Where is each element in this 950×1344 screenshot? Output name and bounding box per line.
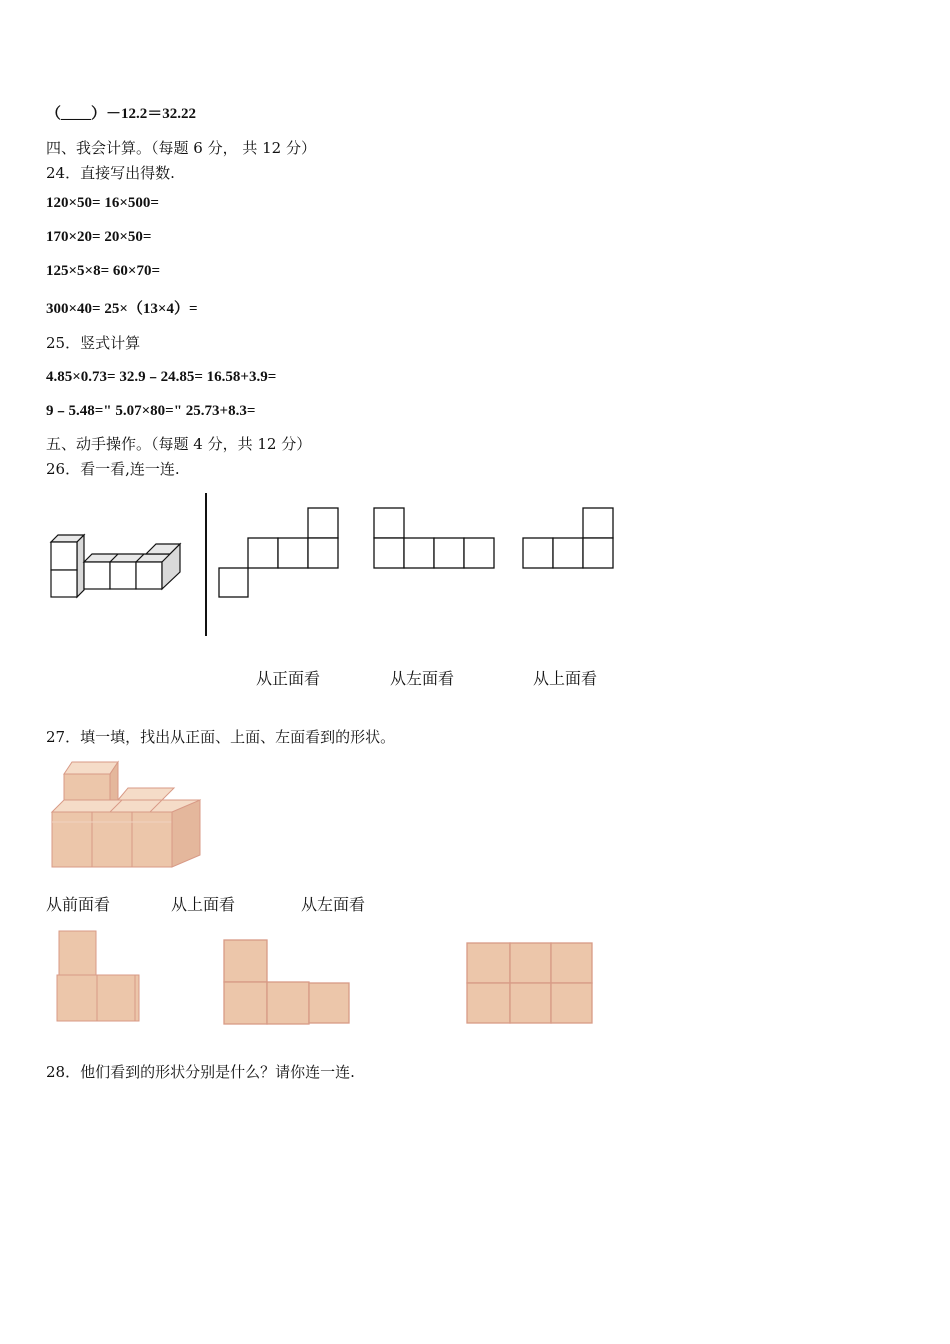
q27-shape-b — [222, 938, 352, 1026]
section-5-heading: 五、动手操作。（每题 4 分，共 12 分） — [46, 435, 312, 453]
q27-label-top: 从上面看 — [171, 895, 236, 914]
calc-row-1: 120×50= 16×500= — [46, 195, 159, 211]
q26-view-c — [521, 507, 615, 571]
question-25: 25．竖式计算 — [46, 334, 141, 352]
calc-row-3: 125×5×8= 60×70= — [46, 263, 160, 279]
q27-label-left: 从左面看 — [301, 895, 366, 914]
q26-solid-figure — [46, 532, 186, 602]
calc-row-2: 170×20= 20×50= — [46, 229, 152, 245]
q26-label-left: 从左面看 — [390, 669, 455, 688]
equation-blank: （____）－12.2＝32.22 — [46, 106, 197, 122]
q26-label-front: 从正面看 — [256, 669, 321, 688]
q26-divider — [205, 493, 207, 636]
q26-view-a — [218, 507, 342, 599]
calc-row-5: 4.85×0.73= 32.9﹣24.85= 16.58+3.9= — [46, 369, 277, 385]
question-26: 26．看一看,连一连. — [46, 460, 180, 478]
question-28: 28．他们看到的形状分别是什么？请你连一连. — [46, 1063, 355, 1081]
q27-shape-c — [465, 941, 595, 1025]
q26-view-b — [372, 507, 496, 571]
q27-label-front: 从前面看 — [46, 895, 111, 914]
calc-row-4: 300×40= 25×（13×4）= — [46, 301, 198, 317]
question-27: 27．填一填，找出从正面、上面、左面看到的形状。 — [46, 728, 396, 746]
section-4-heading: 四、我会计算。（每题 6 分， 共 12 分） — [46, 139, 316, 157]
question-24: 24．直接写出得数. — [46, 164, 175, 182]
q27-shape-a — [56, 929, 142, 1023]
calc-row-6: 9﹣5.48=" 5.07×80=" 25.73+8.3= — [46, 403, 256, 419]
q26-label-top: 从上面看 — [533, 669, 598, 688]
q27-solid-figure — [50, 760, 205, 870]
